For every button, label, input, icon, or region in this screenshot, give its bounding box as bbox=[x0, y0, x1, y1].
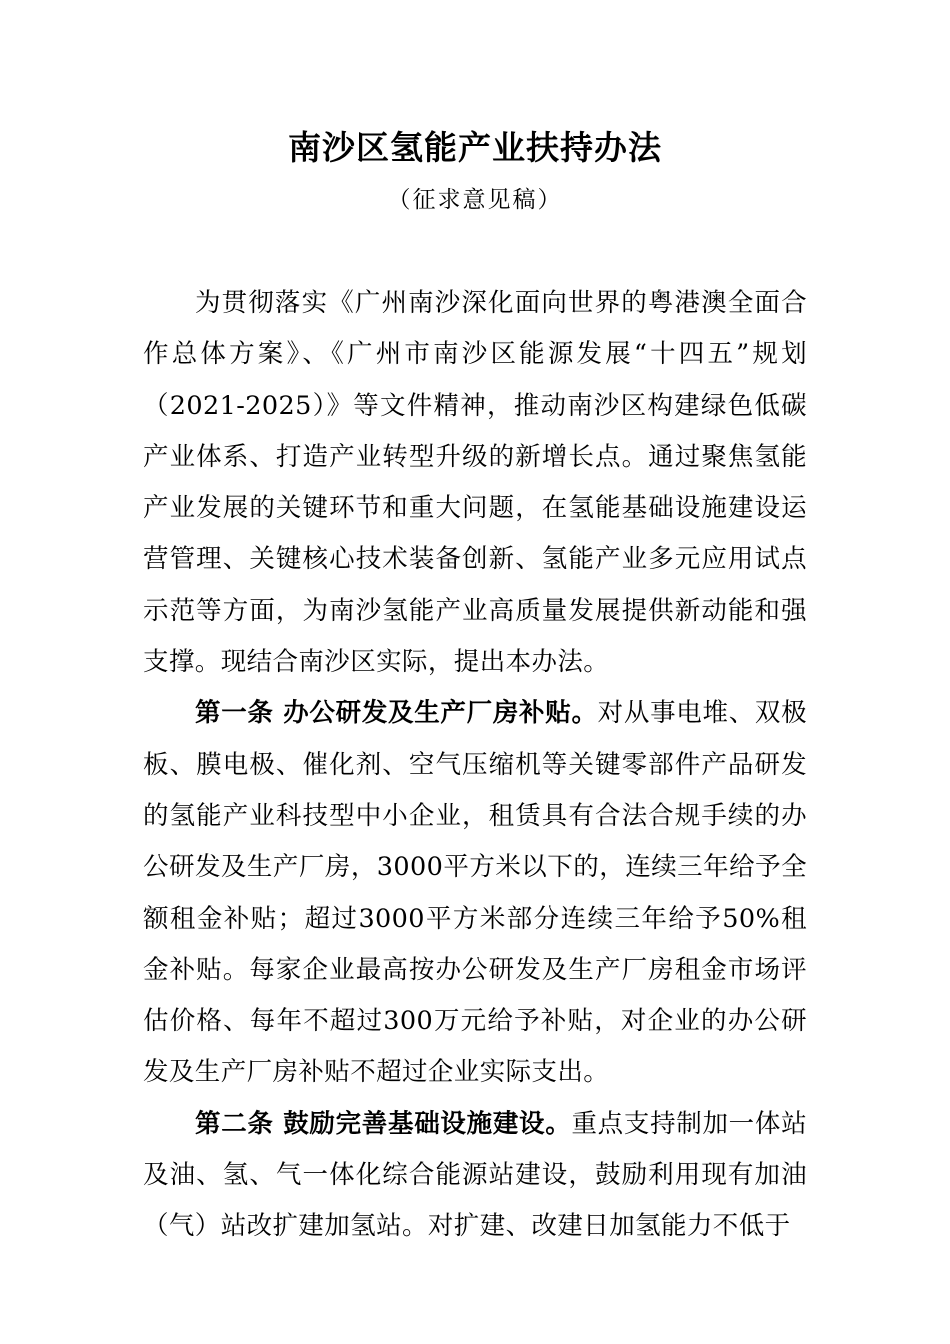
article-2-paragraph bbox=[143, 1099, 807, 1253]
article-2-body: 重点支持制加一体站及油、氢、气一体化综合能源站建设，鼓励利用现有加油（气）站改扩建加氢站。对扩建、改建日加氢能力不低于 bbox=[143, 1108, 807, 1242]
document-body bbox=[143, 278, 807, 1253]
article-1-paragraph bbox=[143, 688, 807, 1098]
article-1-heading: 第一条 办公研发及生产厂房补贴。 bbox=[195, 698, 598, 729]
article-2-heading: 第二条 鼓励完善基础设施建设。 bbox=[195, 1108, 572, 1139]
intro-paragraph: 为贯彻落实《广州南沙深化面向世界的粤港澳全面合作总体方案》、《广州市南沙区能源发展“十四五”规划（2021-2025）》等文件精神，推动南沙区构建绿色低碳产业体系、打造产业转型升级的新增长点。通过聚焦氢能产业发展的关键环节和重大问题，在氢能基础设施建设运营管理、关键核心技术装备创新、氢能产业多元应用试点示范等方面，为南沙氢能产业高质量发展提供新动能和强支撑。现结合南沙区实际，提出本办法。 bbox=[143, 288, 807, 678]
document-title: 南沙区氢能产业扶持办法 bbox=[288, 128, 662, 167]
article-1-body: 对从事电堆、双极板、膜电极、催化剂、空气压缩机等关键零部件产品研发的氢能产业科技型中小企业，租赁具有合法合规手续的办公研发及生产厂房，3000平方米以下的，连续三年给予全额租金补贴；超过3000平方米部分连续三年给予50%租金补贴。每家企业最高按办公研发及生产厂房租金市场评估价格、每年不超过300万元给予补贴，对企业的办公研发及生产厂房补贴不超过企业实际支出。 bbox=[143, 698, 808, 1088]
document-subtitle: （征求意见稿） bbox=[387, 187, 563, 213]
